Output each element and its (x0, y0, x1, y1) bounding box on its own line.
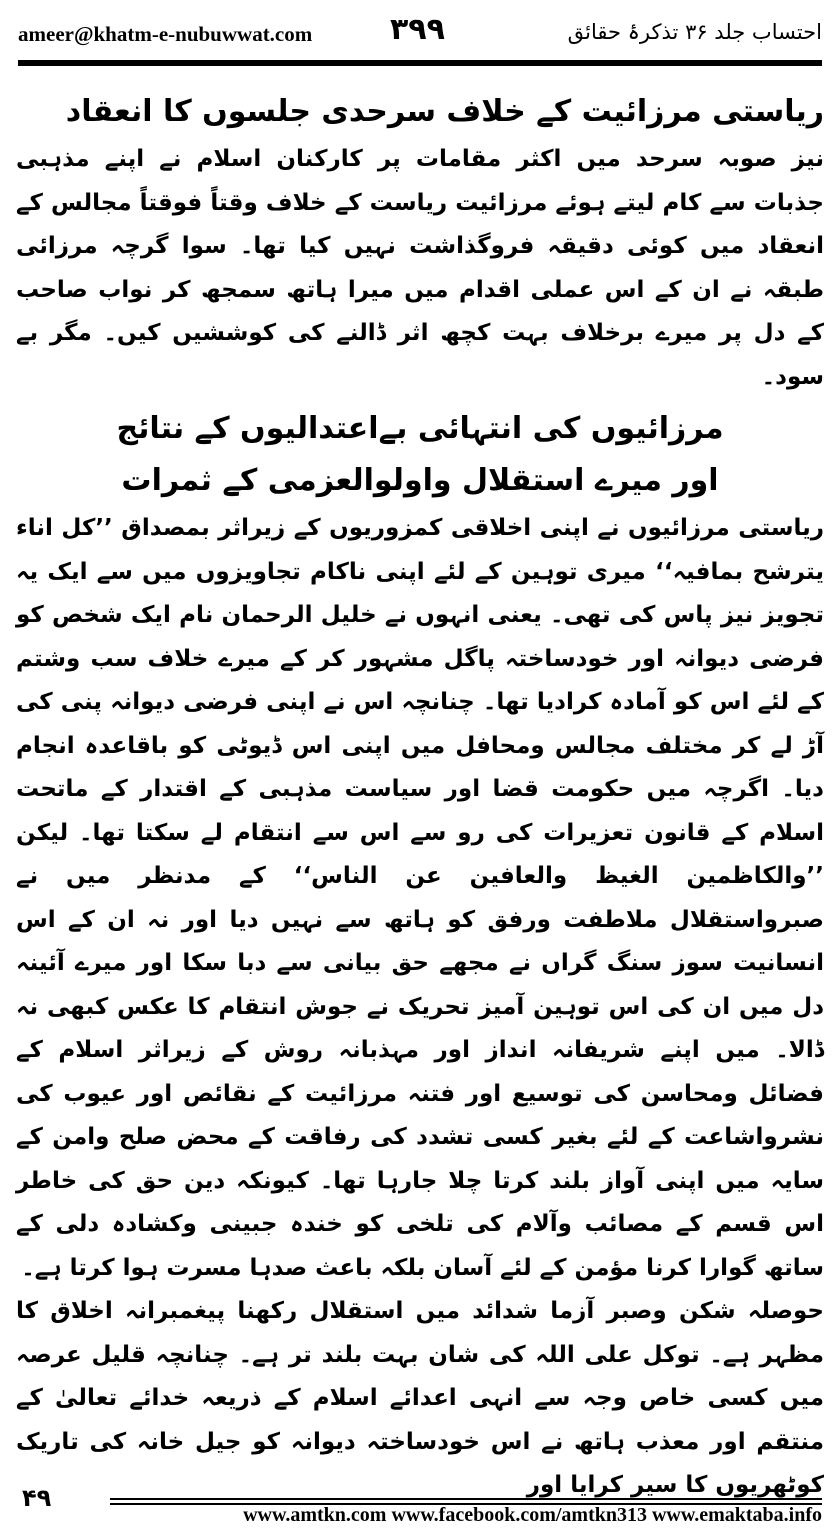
section-heading-line: اور میرے استقلال واولوالعزمی کے ثمرات (121, 463, 719, 498)
section-heading: ریاستی مرزائیت کے خلاف سرحدی جلسوں کا انعقاد (65, 94, 824, 129)
footer-divider (110, 1498, 822, 1500)
footer-links: www.amtkn.com www.facebook.com/amtkn313 www.emaktaba.info (243, 1504, 822, 1526)
header-divider (18, 60, 822, 66)
section-heading-line: مرزائیوں کی انتہائی بےاعتدالیوں کے نتائج (116, 411, 724, 446)
paragraph: حوصلہ شکن وصبر آزما شدائد میں استقلال رکھنا پیغمبرانہ اخلاق کا مظہر ہے۔ توکل علی اللہ کی شان بہت بلند تر ہے۔ چنانچہ قلیل عرصہ میں کسی خاص وجہ سے انہی اعدائے اسلام کے ذریعہ خدائے تعالیٰ کے منتقم اور معذب ہاتھ نے اس خودساختہ دیوانہ کو جیل خانہ کی تاریک کوٹھریوں کا سیر کرایا اور (16, 1298, 824, 1498)
page-header (18, 12, 822, 52)
page-body (16, 86, 824, 1508)
footer-page-number: ۴۹ (22, 1484, 52, 1512)
page-footer (18, 1484, 822, 1532)
paragraph: ریاستی مرزائیوں نے اپنی اخلاقی کمزوریوں کے زیراثر بمصداق ’’کل اناء یترشح بمافیہ‘‘ میری توہین کے لئے اپنی ناکام تجاویزوں میں سے ایک یہ تجویز نیز پاس کی تھی۔ یعنی انہوں نے خلیل الرحمان نام ایک شخص کو فرضی دیوانہ اور خودساختہ پاگل مشہور کر کے میرے خلاف سب وشتم کے لئے اس کو آمادہ کرادیا تھا۔ چنانچہ اس نے اپنی فرضی دیوانہ پنی کی آڑ لے کر مختلف مجالس ومحافل میں اپنی اس ڈیوٹی کو باقاعدہ انجام دیا۔ اگرچہ میں حکومت قضا اور سیاست مذہبی کے اقتدار کے ماتحت اسلام کے قانون تعزیرات کی رو سے اس سے انتقام لے سکتا تھا۔ لیکن ’’والکاظمین الغیظ والعافین عن الناس‘‘ کے مدنظر میں نے صبرواستقلال ملاطفت ورفق کو ہاتھ سے نہیں دیا اور نہ ان کے اس انسانیت سوز سنگ گراں نے مجھے حق بیانی سے دبا سکا اور میرے آئینہ دل میں ان کی اس توہین آمیز تحریک نے جوش انتقام کا عکس کبھی نہ ڈالا۔ میں اپنے شریفانہ انداز اور مہذبانہ روش کے زیراثر اسلام کے فضائل ومحاسن کی توسیع اور فتنہ مرزائیت کے نقائص اور عیوب کی نشرواشاعت کے لئے بغیر کسی تشدد کی رفاقت کے محض صلح وامن کے سایہ میں اپنی آواز بلند کرتا چلا جارہا تھا۔ کیونکہ دین حق کی خاطر اس قسم کے مصائب وآلام کی تلخی کو خندہ جبینی وکشادہ دلی کے ساتھ گوارا کرنا مؤمن کے لئے آسان بلکہ باعث صدہا مسرت ہوا کرتا ہے۔ (16, 515, 824, 1281)
header-page-number: ۳۹۹ (390, 12, 445, 47)
paragraph: نیز صوبہ سرحد میں اکثر مقامات پر کارکنان اسلام نے اپنے مذہبی جذبات سے کام لیتے ہوئے مرزائیت ریاست کے خلاف وقتاً فوقتاً مجالس کے انعقاد میں کوئی دقیقہ فروگذاشت نہیں کیا تھا۔ سوا گرچہ مرزائی طبقہ نے ان کے اس عملی اقدام میں میرا ہاتھ سمجھ کر نواب صاحب کے دل پر میرے برخلاف بہت کچھ اثر ڈالنے کی کوششیں کیں۔ مگر بے سود۔ (16, 146, 824, 390)
header-email: ameer@khatm-e-nubuwwat.com (18, 22, 313, 46)
header-running-title: احتساب جلد ۳۶ تذکرۂ حقائق (567, 20, 822, 44)
